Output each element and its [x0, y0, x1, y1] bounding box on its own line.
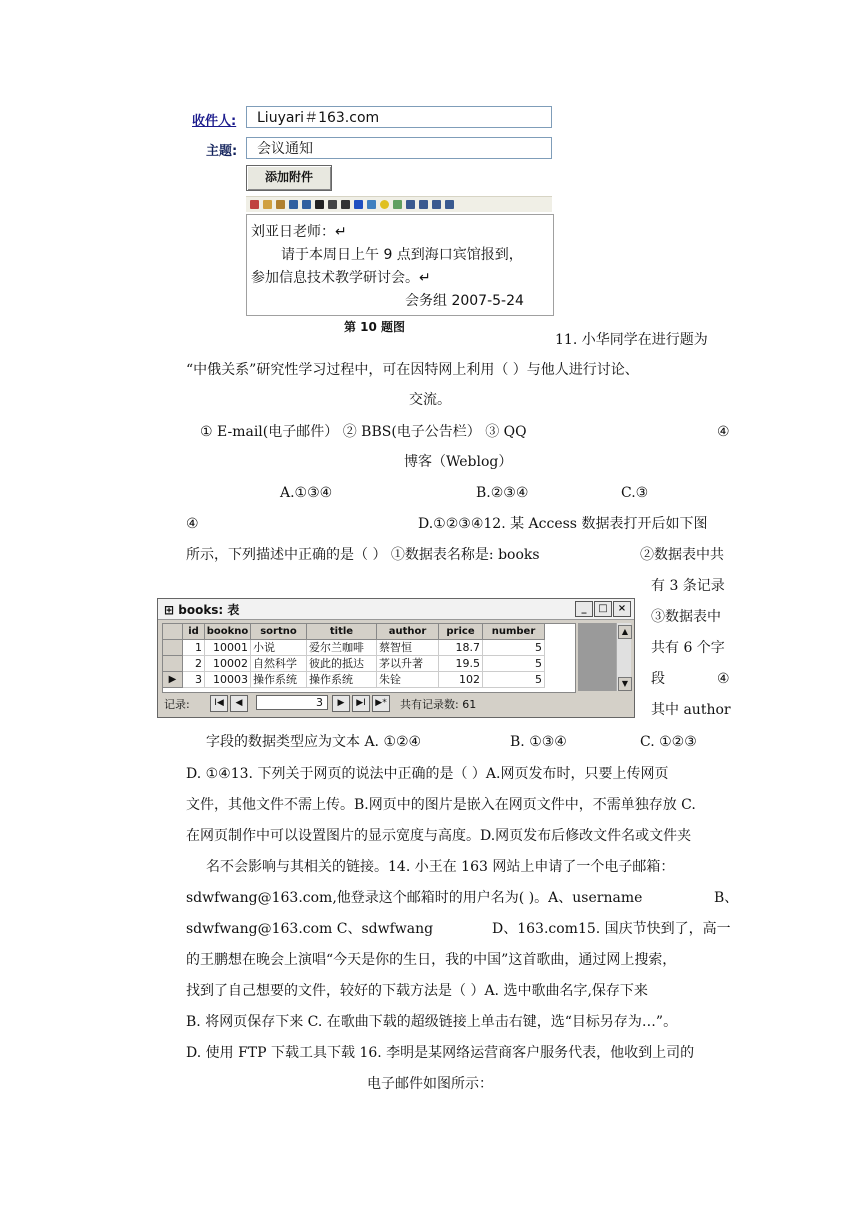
text-line: ① E-mail(电子邮件） ② BBS(电子公告栏） ③ QQ	[200, 424, 527, 440]
table-cell[interactable]: 10001	[205, 640, 251, 656]
table-cell[interactable]: 3	[183, 672, 205, 688]
text-line: B.②③④	[476, 485, 529, 501]
header-corner	[163, 624, 183, 640]
text-line: 电子邮件如图所示：	[367, 1076, 493, 1092]
row-selector[interactable]	[163, 640, 183, 656]
text-line: 在网页制作中可以设置图片的显示宽度与高度。D.网页发布后修改文件名或文件夹	[186, 828, 692, 844]
table-cell[interactable]: 爱尔兰咖啡	[307, 640, 377, 656]
table-cell[interactable]: 操作系统	[251, 672, 307, 688]
text-line: 字段的数据类型应为文本 A. ①②④	[206, 734, 422, 750]
text-line: 其中 author	[651, 702, 731, 718]
text-line: ④	[717, 671, 730, 687]
close-button[interactable]: ×	[613, 601, 631, 617]
next-record-button[interactable]: ▶	[332, 695, 350, 712]
column-header[interactable]: title	[307, 624, 377, 640]
row-selector[interactable]: ▶	[163, 672, 183, 688]
undo-icon	[289, 200, 298, 209]
record-navigator	[162, 695, 628, 713]
vertical-scrollbar[interactable]	[616, 623, 631, 691]
email-body	[246, 214, 554, 316]
body-line: 请于本周日上午 9 点到海口宾馆报到，	[281, 247, 523, 263]
text-line: B. 将网页保存下来 C. 在歌曲下载的超级链接上单击右键，选“目标另存为…”。	[186, 1014, 678, 1030]
table-cell[interactable]: 5	[483, 672, 545, 688]
table-cell[interactable]: 19.5	[439, 656, 483, 672]
subject-label: 主题:	[206, 144, 238, 159]
text-line: D.①②③④12. 某 Access 数据表打开后如下图	[418, 516, 708, 532]
bold-icon	[315, 200, 324, 209]
text-line: 有 3 条记录	[651, 578, 725, 594]
window-titlebar	[158, 599, 634, 620]
datasheet-grid	[162, 623, 576, 693]
table-cell[interactable]: 18.7	[439, 640, 483, 656]
text-line: A.①③④	[280, 485, 333, 501]
scroll-down-icon[interactable]: ▼	[618, 677, 632, 691]
table-cell[interactable]: 蔡智恒	[377, 640, 439, 656]
minimize-button[interactable]: _	[575, 601, 593, 617]
align-left-icon	[406, 200, 415, 209]
text-line: 11. 小华同学在进行题为	[555, 332, 708, 348]
text-line: sdwfwang@163.com,他登录这个邮箱时的用户名为( )。A、username	[186, 890, 643, 906]
text-line: ④	[186, 516, 199, 532]
paste-icon	[276, 200, 285, 209]
body-line: 刘亚日老师：↵	[251, 224, 347, 240]
table-cell[interactable]: 102	[439, 672, 483, 688]
table-cell[interactable]: 5	[483, 640, 545, 656]
text-line: ③数据表中	[651, 609, 721, 625]
body-line: 会务组 2007-5-24	[405, 293, 524, 309]
subject-field: 会议通知	[246, 137, 552, 159]
editor-toolbar	[246, 196, 552, 212]
text-line: sdwfwang@163.com C、sdwfwang	[186, 921, 434, 937]
to-field: Liuyari＃163.com	[246, 106, 552, 128]
underline-icon	[341, 200, 350, 209]
text-line: B. ①③④	[510, 734, 567, 750]
column-header[interactable]: sortno	[251, 624, 307, 640]
record-count: 共有记录数: 61	[400, 698, 477, 711]
scroll-up-icon[interactable]: ▲	[618, 625, 632, 639]
font-color-icon	[354, 200, 363, 209]
first-record-button[interactable]: I◀	[210, 695, 228, 712]
table-cell[interactable]: 2	[183, 656, 205, 672]
column-header[interactable]: number	[483, 624, 545, 640]
text-line: C.③	[621, 485, 649, 501]
cut-icon	[250, 200, 259, 209]
column-header[interactable]: price	[439, 624, 483, 640]
text-line: “中俄关系”研究性学习过程中，可在因特网上利用（ ）与他人进行讨论、	[186, 362, 639, 378]
body-line: 参加信息技术教学研讨会。↵	[251, 270, 431, 286]
text-line: 名不会影响与其相关的链接。14. 小王在 163 网站上申请了一个电子邮箱：	[206, 859, 675, 875]
text-line: ④	[717, 424, 730, 440]
table-cell[interactable]: 5	[483, 656, 545, 672]
text-line: 所示，下列描述中正确的是（ ） ①数据表名称是: books	[186, 547, 540, 563]
list-icon	[432, 200, 441, 209]
empty-area	[578, 623, 616, 691]
column-header[interactable]: author	[377, 624, 439, 640]
text-line: 的王鹏想在晚会上演唱“今天是你的生日，我的中国”这首歌曲，通过网上搜索，	[186, 952, 677, 968]
text-line: 找到了自己想要的文件，较好的下载方法是（ ）A. 选中歌曲名字,保存下来	[186, 983, 648, 999]
italic-icon	[328, 200, 337, 209]
text-line: 共有 6 个字	[651, 640, 725, 656]
align-center-icon	[419, 200, 428, 209]
maximize-button[interactable]: □	[594, 601, 612, 617]
text-line: 博客（Weblog）	[404, 454, 513, 470]
indent-icon	[445, 200, 454, 209]
text-line: C. ①②③	[640, 734, 697, 750]
table-cell[interactable]: 10003	[205, 672, 251, 688]
link-icon	[367, 200, 376, 209]
text-line: 文件，其他文件不需上传。B.网页中的图片是嵌入在网页文件中，不需单独存放 C.	[186, 797, 696, 813]
window-title: ⊞ books: 表	[164, 603, 240, 617]
figure-caption: 第 10 题图	[344, 320, 406, 334]
text-line: D. 使用 FTP 下载工具下载 16. 李明是某网络运营商客户服务代表，他收到上司的	[186, 1045, 695, 1061]
table-cell[interactable]: 小说	[251, 640, 307, 656]
table-cell[interactable]: 操作系统	[307, 672, 377, 688]
prev-record-button[interactable]: ◀	[230, 695, 248, 712]
email-figure	[190, 100, 558, 334]
redo-icon	[302, 200, 311, 209]
text-line: 段	[651, 671, 665, 687]
smiley-icon	[380, 200, 389, 209]
table-cell[interactable]: 1	[183, 640, 205, 656]
access-table-window	[157, 598, 635, 718]
last-record-button[interactable]: ▶I	[352, 695, 370, 712]
text-line: B、	[714, 890, 739, 906]
to-label: 收件人:	[192, 114, 237, 129]
current-record-field[interactable]: 3	[256, 695, 328, 710]
text-line: 交流。	[409, 392, 451, 408]
new-record-button[interactable]: ▶*	[372, 695, 390, 712]
table-cell[interactable]: 10002	[205, 656, 251, 672]
table-cell[interactable]: 茅以升著	[377, 656, 439, 672]
record-label: 记录:	[164, 698, 190, 711]
table-cell[interactable]: 朱铨	[377, 672, 439, 688]
add-attachment-button: 添加附件	[246, 165, 332, 191]
copy-icon	[263, 200, 272, 209]
image-icon	[393, 200, 402, 209]
column-header[interactable]: id	[183, 624, 205, 640]
text-line: D、163.com15. 国庆节快到了，高一	[492, 921, 731, 937]
table-cell[interactable]: 自然科学	[251, 656, 307, 672]
column-header[interactable]: bookno	[205, 624, 251, 640]
table-cell[interactable]: 彼此的抵达	[307, 656, 377, 672]
text-line: ②数据表中共	[640, 547, 724, 563]
row-selector[interactable]	[163, 656, 183, 672]
text-line: D. ①④13. 下列关于网页的说法中正确的是（ ）A.网页发布时，只要上传网页	[186, 766, 669, 782]
